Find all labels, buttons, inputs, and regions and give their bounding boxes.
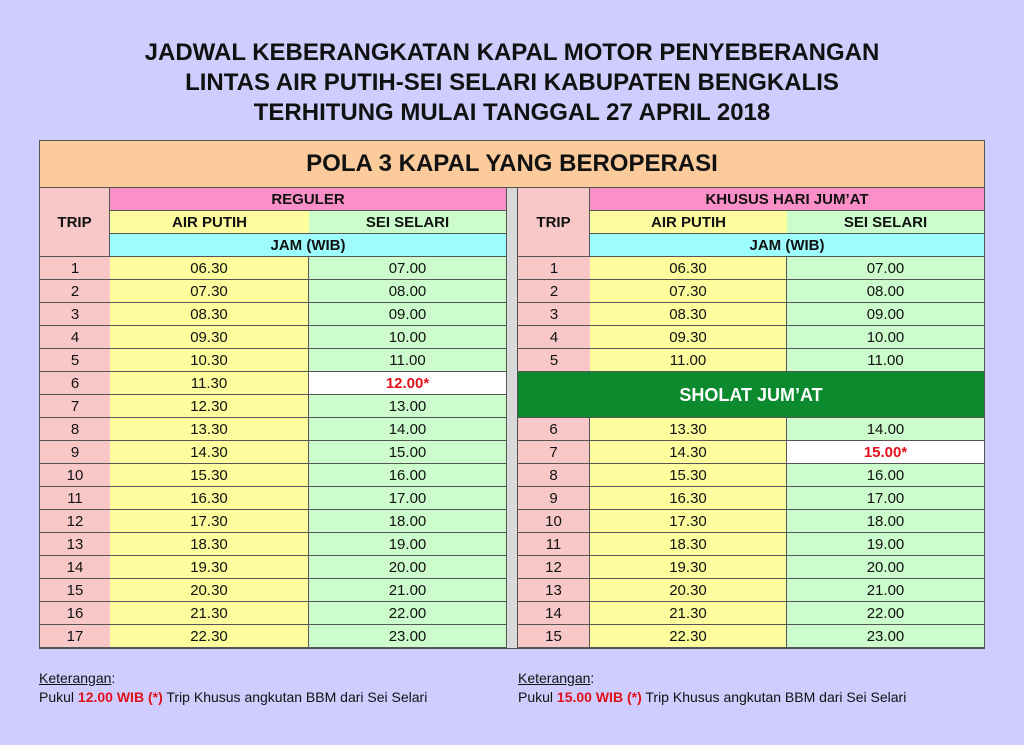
sei-selari-time: 14.00 bbox=[309, 418, 506, 441]
page-title bbox=[0, 38, 1024, 128]
note-time: 15.00 WIB bbox=[556, 689, 624, 705]
trip-number: 6 bbox=[518, 418, 590, 441]
sei-selari-time: 17.00 bbox=[309, 487, 506, 510]
trip-number: 3 bbox=[518, 303, 590, 326]
sei-selari-time: 18.00 bbox=[309, 510, 506, 533]
air-putih-time: 09.30 bbox=[590, 326, 787, 349]
sei-selari-time: 20.00 bbox=[309, 556, 506, 579]
trip-number: 13 bbox=[518, 579, 590, 602]
sei-selari-time: 22.00 bbox=[309, 602, 506, 625]
air-putih-header: AIR PUTIH bbox=[110, 211, 309, 234]
title-line-2: LINTAS AIR PUTIH-SEI SELARI KABUPATEN BENGKALIS bbox=[185, 69, 839, 96]
sei-selari-time: 08.00 bbox=[309, 280, 506, 303]
air-putih-time: 18.30 bbox=[110, 533, 309, 556]
air-putih-time: 20.30 bbox=[110, 579, 309, 602]
sei-selari-time: 18.00 bbox=[787, 510, 984, 533]
air-putih-time: 22.30 bbox=[590, 625, 787, 648]
note-label: Keterangan bbox=[39, 670, 112, 686]
trip-number: 14 bbox=[518, 602, 590, 625]
regular-schedule bbox=[40, 188, 506, 648]
trip-number: 9 bbox=[40, 441, 110, 464]
air-putih-time: 21.30 bbox=[590, 602, 787, 625]
sei-selari-time: 16.00 bbox=[787, 464, 984, 487]
trip-number: 10 bbox=[518, 510, 590, 533]
trip-number: 3 bbox=[40, 303, 110, 326]
schedule-table bbox=[39, 140, 985, 649]
trip-number: 1 bbox=[518, 257, 590, 280]
note-time: 12.00 WIB bbox=[77, 689, 145, 705]
air-putih-time: 11.30 bbox=[110, 372, 309, 395]
sei-selari-time: 17.00 bbox=[787, 487, 984, 510]
note-right: Keterangan: Pukul 15.00 WIB (*) Trip Khusus angkutan BBM dari Sei Selari bbox=[518, 670, 907, 705]
air-putih-time: 06.30 bbox=[590, 257, 787, 280]
air-putih-time: 16.30 bbox=[110, 487, 309, 510]
sei-selari-time: 23.00 bbox=[309, 625, 506, 648]
air-putih-time: 09.30 bbox=[110, 326, 309, 349]
trip-number: 6 bbox=[40, 372, 110, 395]
air-putih-time: 13.30 bbox=[110, 418, 309, 441]
air-putih-time: 07.30 bbox=[110, 280, 309, 303]
sei-selari-time: 23.00 bbox=[787, 625, 984, 648]
trip-number: 15 bbox=[40, 579, 110, 602]
air-putih-time: 15.30 bbox=[110, 464, 309, 487]
air-putih-time: 20.30 bbox=[590, 579, 787, 602]
sei-selari-time: 16.00 bbox=[309, 464, 506, 487]
trip-number: 4 bbox=[518, 326, 590, 349]
section-title: KHUSUS HARI JUM’AT bbox=[590, 188, 984, 211]
trip-number: 17 bbox=[40, 625, 110, 648]
time-unit-header: JAM (WIB) bbox=[590, 234, 984, 257]
trip-number: 5 bbox=[40, 349, 110, 372]
sei-selari-time: 13.00 bbox=[309, 395, 506, 418]
air-putih-time: 14.30 bbox=[110, 441, 309, 464]
sei-selari-time: 07.00 bbox=[787, 257, 984, 280]
sei-selari-time: 22.00 bbox=[787, 602, 984, 625]
air-putih-time: 19.30 bbox=[110, 556, 309, 579]
trip-header: TRIP bbox=[40, 188, 110, 257]
air-putih-time: 16.30 bbox=[590, 487, 787, 510]
sei-selari-time: 21.00 bbox=[309, 579, 506, 602]
sei-selari-time: 19.00 bbox=[309, 533, 506, 556]
trip-number: 16 bbox=[40, 602, 110, 625]
trip-number: 8 bbox=[40, 418, 110, 441]
sei-selari-time: 07.00 bbox=[309, 257, 506, 280]
trip-number: 12 bbox=[40, 510, 110, 533]
column-separator bbox=[506, 188, 518, 648]
trip-number: 11 bbox=[40, 487, 110, 510]
sei-selari-time: 21.00 bbox=[787, 579, 984, 602]
air-putih-header: AIR PUTIH bbox=[590, 211, 787, 234]
prayer-break-banner: SHOLAT JUM’AT bbox=[518, 372, 984, 418]
sei-selari-time: 08.00 bbox=[787, 280, 984, 303]
title-line-1: JADWAL KEBERANGKATAN KAPAL MOTOR PENYEBERANGAN bbox=[144, 39, 880, 66]
sei-selari-time: 09.00 bbox=[309, 303, 506, 326]
sei-selari-time: 11.00 bbox=[787, 349, 984, 372]
trip-number: 1 bbox=[40, 257, 110, 280]
trip-number: 15 bbox=[518, 625, 590, 648]
air-putih-time: 19.30 bbox=[590, 556, 787, 579]
air-putih-time: 17.30 bbox=[590, 510, 787, 533]
air-putih-time: 13.30 bbox=[590, 418, 787, 441]
time-unit-header: JAM (WIB) bbox=[110, 234, 506, 257]
air-putih-time: 15.30 bbox=[590, 464, 787, 487]
sei-selari-time: 14.00 bbox=[787, 418, 984, 441]
air-putih-time: 11.00 bbox=[590, 349, 787, 372]
trip-number: 10 bbox=[40, 464, 110, 487]
trip-header: TRIP bbox=[518, 188, 590, 257]
section-title: REGULER bbox=[110, 188, 506, 211]
sei-selari-time: 15.00* bbox=[787, 441, 984, 464]
sei-selari-time: 15.00 bbox=[309, 441, 506, 464]
sei-selari-time: 11.00 bbox=[309, 349, 506, 372]
sei-selari-time: 10.00 bbox=[787, 326, 984, 349]
trip-number: 2 bbox=[518, 280, 590, 303]
friday-schedule bbox=[518, 188, 984, 648]
air-putih-time: 21.30 bbox=[110, 602, 309, 625]
sei-selari-time: 10.00 bbox=[309, 326, 506, 349]
trip-number: 7 bbox=[40, 395, 110, 418]
sei-selari-time: 20.00 bbox=[787, 556, 984, 579]
sei-selari-time: 19.00 bbox=[787, 533, 984, 556]
air-putih-time: 10.30 bbox=[110, 349, 309, 372]
air-putih-time: 07.30 bbox=[590, 280, 787, 303]
trip-number: 11 bbox=[518, 533, 590, 556]
trip-number: 14 bbox=[40, 556, 110, 579]
trip-number: 8 bbox=[518, 464, 590, 487]
sei-selari-time: 09.00 bbox=[787, 303, 984, 326]
air-putih-time: 12.30 bbox=[110, 395, 309, 418]
air-putih-time: 08.30 bbox=[110, 303, 309, 326]
sei-selari-header: SEI SELARI bbox=[787, 211, 984, 234]
air-putih-time: 18.30 bbox=[590, 533, 787, 556]
air-putih-time: 06.30 bbox=[110, 257, 309, 280]
trip-number: 2 bbox=[40, 280, 110, 303]
sei-selari-time: 12.00* bbox=[309, 372, 506, 395]
trip-number: 9 bbox=[518, 487, 590, 510]
note-label: Keterangan bbox=[518, 670, 591, 686]
trip-number: 4 bbox=[40, 326, 110, 349]
trip-number: 5 bbox=[518, 349, 590, 372]
sei-selari-header: SEI SELARI bbox=[309, 211, 506, 234]
air-putih-time: 08.30 bbox=[590, 303, 787, 326]
air-putih-time: 17.30 bbox=[110, 510, 309, 533]
trip-number: 7 bbox=[518, 441, 590, 464]
table-banner: POLA 3 KAPAL YANG BEROPERASI bbox=[40, 141, 984, 188]
note-left: Keterangan: Pukul 12.00 WIB (*) Trip Khusus angkutan BBM dari Sei Selari bbox=[39, 670, 428, 705]
trip-number: 12 bbox=[518, 556, 590, 579]
title-line-3: TERHITUNG MULAI TANGGAL 27 APRIL 2018 bbox=[253, 99, 771, 126]
trip-number: 13 bbox=[40, 533, 110, 556]
air-putih-time: 22.30 bbox=[110, 625, 309, 648]
air-putih-time: 14.30 bbox=[590, 441, 787, 464]
